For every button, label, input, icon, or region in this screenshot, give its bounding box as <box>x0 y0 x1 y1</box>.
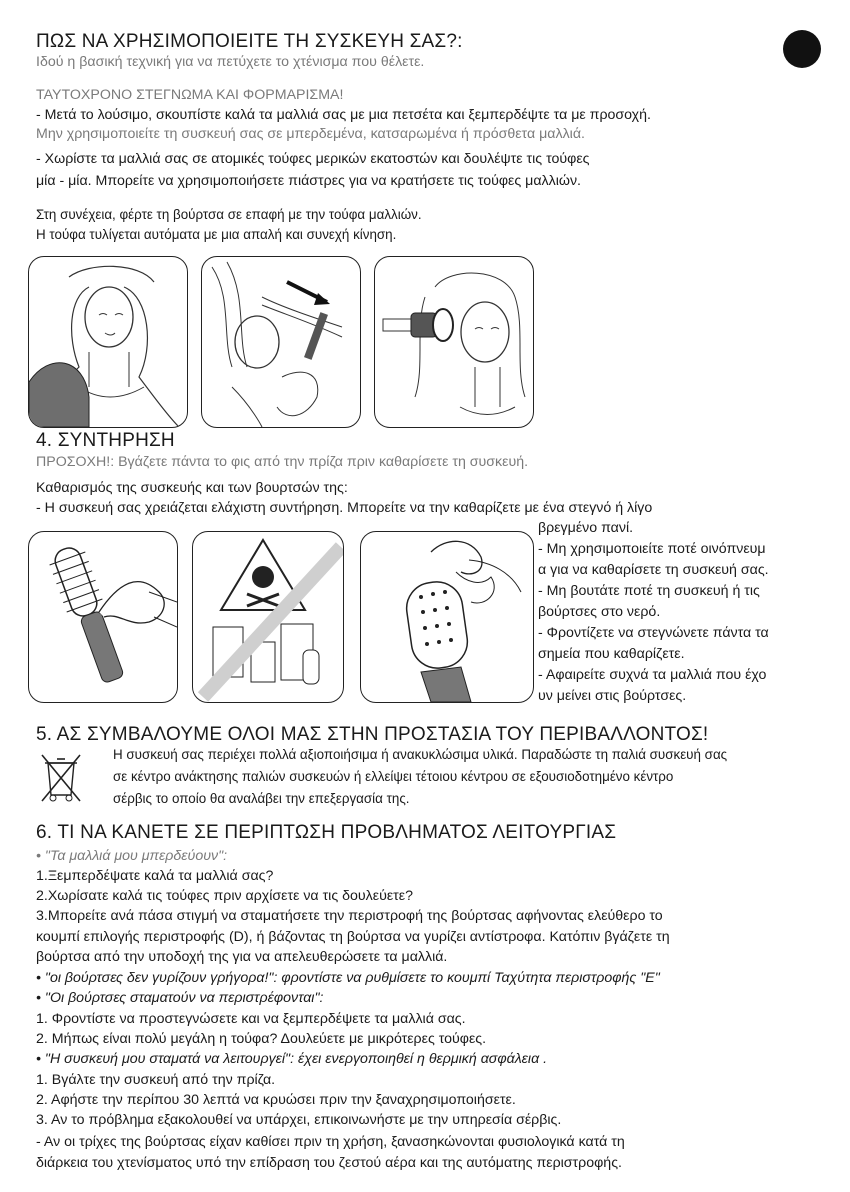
illustration-no-chemicals <box>192 531 344 703</box>
maintenance-tip: βρεγμένο πανί. <box>538 520 634 536</box>
trouble-line: 2.Χωρίσατε καλά τις τούφες πριν αρχίσετε να τις δουλεύετε? <box>36 888 413 904</box>
maintenance-tip: - Μη χρησιμοποιείτε ποτέ οινόπνευμ <box>538 541 766 557</box>
maintenance-tip: α για να καθαρίσετε τη συσκευή σας. <box>538 562 769 578</box>
trouble-line: βούρτσα από την υποδοχή της για να απελευθερώσετε τα μαλλιά. <box>36 949 448 965</box>
drying-line: Μην χρησιμοποιείτε τη συσκευή σας σε μπερδεμένα, κατσαρωμένα ή πρόσθετα μαλλιά. <box>36 126 585 142</box>
drying-line: - Μετά το λούσιμο, σκουπίστε καλά τα μαλλιά σας με μια πετσέτα και ξεμπερδέψτε τα με προσοχή. <box>36 107 651 123</box>
illustration-remove-hair <box>360 531 534 703</box>
maintenance-tip: υν μείνει στις βούρτσες. <box>538 688 687 704</box>
maintenance-caution: ΠΡΟΣΟΧΗ!: Βγάζετε πάντα το φις από την πρίζα πριν καθαρίσετε τη συσκευή. <box>36 454 529 470</box>
drying-line: μία - μία. Μπορείτε να χρησιμοποιήσετε πιάστρες για να κρατήσετε τις τούφες μαλλιών. <box>36 173 581 189</box>
environment-line: σε κέντρο ανάκτησης παλιών συσκευών ή ελλείψει τέτοιου κέντρου σε εξουσιοδοτημένο κέντρο <box>113 769 674 784</box>
environment-title: 5. ΑΣ ΣΥΜΒΑΛΟΥΜΕ ΟΛΟΙ ΜΑΣ ΣΤΗΝ ΠΡΟΣΤΑΣΙΑ ΤΟΥ ΠΕΡΙΒΑΛΛΟΝΤΟΣ! <box>36 724 709 745</box>
maintenance-line: Καθαρισμός της συσκευής και των βουρτσών της: <box>36 480 348 496</box>
illustration-towel-dry <box>28 256 188 428</box>
trouble-line: • "Οι βούρτσες σταματούν να περιστρέφονται": <box>36 990 324 1006</box>
trouble-line: • "Τα μαλλιά μου μπερδεύουν": <box>36 848 228 864</box>
drying-line: Η τούφα τυλίγεται αυτόματα με μια απαλή και συνεχή κίνηση. <box>36 227 397 242</box>
drying-line: - Χωρίστε τα μαλλιά σας σε ατομικές τούφες μερικών εκατοστών και δουλέψτε τις τούφες <box>36 151 590 167</box>
trouble-line: 3.Μπορείτε ανά πάσα στιγμή να σταματήσετε την περιστροφή της βούρτσας αφήνοντας ελεύθερο το <box>36 908 663 924</box>
illustration-brushing <box>374 256 534 428</box>
illustration-sectioning <box>201 256 361 428</box>
environment-line: σέρβις το οποίο θα αναλάβει την επεξεργασία της. <box>113 791 410 806</box>
maintenance-tip: - Μη βουτάτε ποτέ τη συσκευή ή τις <box>538 583 760 599</box>
drying-line: Στη συνέχεια, φέρτε τη βούρτσα σε επαφή με την τούφα μαλλιών. <box>36 207 422 222</box>
maintenance-tip: βούρτσες στο νερό. <box>538 604 661 620</box>
section-marker-dot <box>783 30 821 68</box>
weee-bin-icon <box>40 753 82 805</box>
troubleshooting-title: 6. ΤΙ ΝΑ ΚΑΝΕΤΕ ΣΕ ΠΕΡΙΠΤΩΣΗ ΠΡΟΒΛΗΜΑΤΟΣ ΛΕΙΤΟΥΡΓΙΑΣ <box>36 822 617 843</box>
usage-subtitle: Ιδού η βασική τεχνική για να πετύχετε το χτένισμα που θέλετε. <box>36 54 425 70</box>
trouble-line: - Αν οι τρίχες της βούρτσας είχαν καθίσει πριν τη χρήση, ξανασηκώνονται φυσιολογικά κατά τη <box>36 1134 625 1150</box>
environment-line: Η συσκευή σας περιέχει πολλά αξιοποιήσιμα ή ανακυκλώσιμα υλικά. Παραδώστε τη παλιά συσκευή σας <box>113 747 728 762</box>
trouble-line: • "Η συσκευή μου σταματά να λειτουργεί": έχει ενεργοποιηθεί η θερμική ασφάλεια . <box>36 1051 548 1067</box>
trouble-line: 2. Αφήστε την περίπου 30 λεπτά να κρυώσει πριν την ξαναχρησιμοποιήσετε. <box>36 1092 516 1108</box>
maintenance-line: - Η συσκευή σας χρειάζεται ελάχιστη συντήρηση. Μπορείτε να την καθαρίζετε με ένα στεγνό ή λίγο <box>36 500 653 516</box>
drying-heading: ΤΑΥΤΟΧΡΟΝΟ ΣΤΕΓΝΩΜΑ ΚΑΙ ΦΟΡΜΑΡΙΣΜΑ! <box>36 87 344 103</box>
illustration-wipe-device <box>28 531 178 703</box>
maintenance-title: 4. ΣΥΝΤΗΡΗΣΗ <box>36 430 175 451</box>
usage-title: ΠΩΣ ΝΑ ΧΡΗΣΙΜΟΠΟΙΕΙΤΕ ΤΗ ΣΥΣΚΕΥΗ ΣΑΣ?: <box>36 31 463 52</box>
trouble-line: 1. Φροντίστε να προστεγνώσετε και να ξεμπερδέψετε τα μαλλιά σας. <box>36 1011 466 1027</box>
trouble-line: κουμπί επιλογής περιστροφής (D), ή βάζοντας τη βούρτσα να γυρίζει αντίστροφα. Κατόπιν βγάζετε τη <box>36 929 670 945</box>
trouble-line: • "οι βούρτσες δεν γυρίζουν γρήγορα!": φροντίστε να ρυθμίσετε το κουμπί Ταχύτητα περιστροφής "E" <box>36 970 660 986</box>
trouble-line: 3. Αν το πρόβλημα εξακολουθεί να υπάρχει, επικοινωνήστε με την υπηρεσία σέρβις. <box>36 1112 562 1128</box>
maintenance-tip: - Αφαιρείτε συχνά τα μαλλιά που έχο <box>538 667 767 683</box>
maintenance-tip: σημεία που καθαρίζετε. <box>538 646 685 662</box>
trouble-line: 1. Βγάλτε την συσκευή από την πρίζα. <box>36 1072 276 1088</box>
maintenance-tip: - Φροντίζετε να στεγνώνετε πάντα τα <box>538 625 769 641</box>
trouble-line: διάρκεια του χτενίσματος υπό την επίδραση του ζεστού αέρα και της αυτόματης περιστροφής. <box>36 1155 622 1171</box>
trouble-line: 1.Ξεμπερδέψατε καλά τα μαλλιά σας? <box>36 868 274 884</box>
trouble-line: 2. Μήπως είναι πολύ μεγάλη η τούφα? Δουλεύετε με μικρότερες τούφες. <box>36 1031 487 1047</box>
